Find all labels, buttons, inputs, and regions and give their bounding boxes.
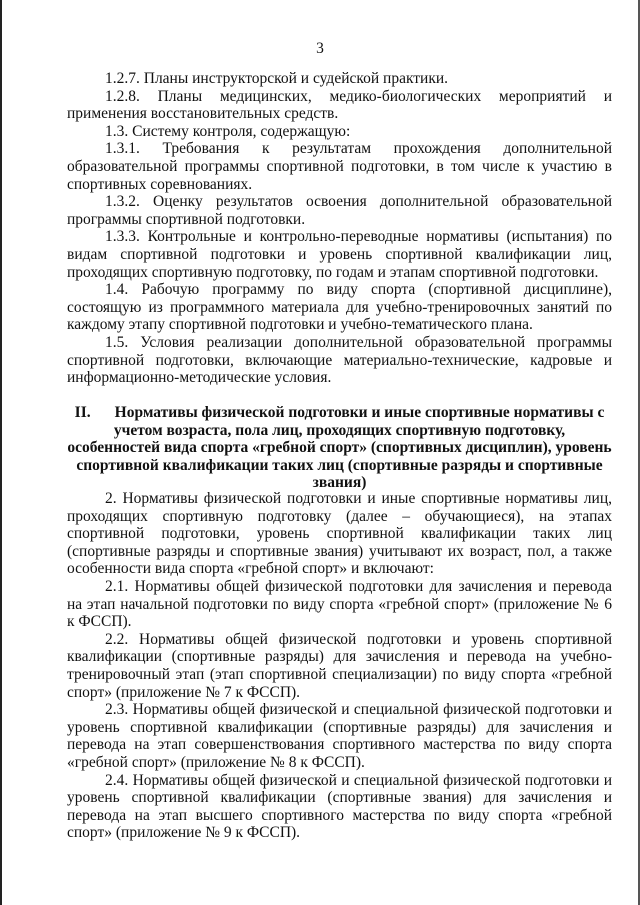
item-1-2-8: 1.2.8. Планы медицинских, медико-биологических мероприятий и применения восстановительных средств. <box>67 87 612 123</box>
item-1-3-3: 1.3.3. Контрольные и контрольно-переводные нормативы (испытания) по видам спортивной подготовки и уровень спортивной квалификации лиц, проходящих спортивную подготовку, по годам и этапам спортивной подготовки. <box>67 228 612 281</box>
top-items <box>67 70 612 387</box>
item-1-5: 1.5. Условия реализации дополнительной образовательной программы спортивной подготовки, включающие материально-технические, кадровые и информационно-методические условия. <box>67 333 612 387</box>
scan-edge-left <box>0 0 2 905</box>
item-1-4: 1.4. Рабочую программу по виду спорта (спортивной дисциплине), состоящую из программного материала для учебно-тренировочных занятий по каждому этапу спортивной подготовки и учебно-тематического плана. <box>67 281 612 334</box>
page-number: 3 <box>316 40 324 57</box>
item-2-3: 2.3. Нормативы общей физической и специальной физической подготовки и уровень спортивной квалификации (спортивные разряды) для зачисления и перевода на этап совершенствования спортивного мастерства по виду спорта «гребной спорт» (приложение № 8 к ФССП). <box>67 701 612 771</box>
item-1-3: 1.3. Систему контроля, содержащую: <box>105 122 351 140</box>
bottom-items <box>67 490 612 842</box>
section-title: Нормативы физической подготовки и иные спортивные нормативы с учетом возраста, пола лиц, проходящих спортивную подготовку, особенностей вида спорта «гребной спорт» (спортивных дисциплин), уровень спортивной квалификации таких лиц (спортивные разряды и спортивные звания) <box>67 404 612 492</box>
item-1-2-7: 1.2.7. Планы инструкторской и судейской практики. <box>105 70 449 87</box>
item-1-3-1: 1.3.1. Требования к результатам прохождения дополнительной образовательной программы спортивной подготовки, в том числе к участию в спортивных соревнованиях. <box>67 140 612 193</box>
item-1-3-2: 1.3.2. Оценку результатов освоения дополнительной образовательной программы спортивной подготовки. <box>67 193 612 228</box>
item-2-2: 2.2. Нормативы общей физической подготовки и уровень спортивной квалификации (спортивные разряды) для зачисления и перевода на учебно-тренировочный этап (этап спортивной специализации) по виду спорта «гребной спорт» (приложение № 7 к ФССП). <box>67 630 612 701</box>
item-2-1: 2.1. Нормативы общей физической подготовки для зачисления и перевода на этап начальной подготовки по виду спорта «гребной спорт» (приложение № 6 к ФССП). <box>67 577 612 631</box>
item-2: 2. Нормативы физической подготовки и иные спортивные нормативы лиц, проходящих спортивную подготовку (далее – обучающиеся), на этапах спортивной подготовки, уровень спортивной квалификации таких лиц (спортивные разряды и спортивные звания) учитывают их возраст, пол, а также особенности вида спорта «гребной спорт» и включают: <box>67 490 612 578</box>
section-number: II. <box>74 404 91 421</box>
item-2-4: 2.4. Нормативы общей физической и специальной физической подготовки и уровень спортивной квалификации (спортивные звания) для зачисления и перевода на этап высшего спортивного мастерства по виду спорта «гребной спорт» (приложение № 9 к ФССП). <box>67 771 612 842</box>
section-heading <box>67 404 612 492</box>
